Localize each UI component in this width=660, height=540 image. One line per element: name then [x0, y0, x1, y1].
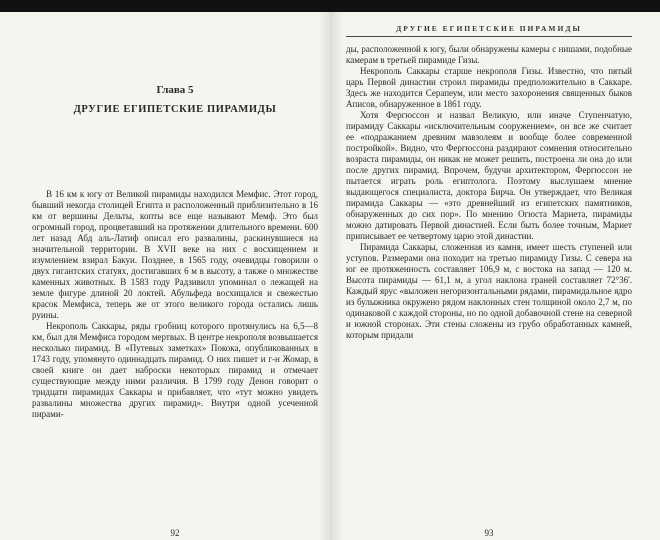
paragraph: Пирамида Саккары, сложенная из камня, имеет шесть ступеней или уступов. Размерами она походит на третью пирамиду Гизы. С севера на юг ее протяженность составляет 106,9 м, с востока на запад — 120 м. Высота пирамиды — 61,1 м, а угол наклона граней составляет 72°36'. Каждый ярус «выложен негоризонтальными рядами, пирамидальное ядро из булыжника окружено рядом наклонных стен толщиной около 2,7 м, по одинаковой с каждой стороны, но по одной добавочной стене на северной и южной сторонах. Эти стены сложены из грубо обработанных камней, которым придали [346, 242, 632, 340]
page-number-left: 92 [170, 528, 180, 538]
book-gutter-shadow [318, 12, 344, 540]
left-page-body [32, 189, 318, 420]
page-number-right: 93 [484, 528, 494, 538]
running-header: ДРУГИЕ ЕГИПЕТСКИЕ ПИРАМИДЫ [346, 24, 632, 37]
right-page [346, 12, 632, 540]
paragraph: В 16 км к югу от Великой пирамиды находился Мемфис. Этот город, бывший некогда столицей Египта и расположенный приблизительно в 16 км от вершины Дельты, копты все еще называют Мемф. Это был огромный город, процветавший на протяжении длительного времени. 600 лет назад Абд аль-Латиф описал его развалины, раскинувшиеся на значительной территории. В XVII веке на них с восхищением и изумлением взирал Бакуи. Позднее, в 1565 году, очевидцы говорили о двух гигантских статуях, достигавших 6 м в высоту, а также о множестве каменных животных. В 1583 году Радзивилл упоминал о лежащей на земле фигуре длиной 20 локтей. Абульфеда восхищался и свежестью красок Мемфиса, теперь же от этого великого города остались лишь руины. [32, 189, 318, 320]
chapter-label: Глава 5 [156, 84, 194, 96]
left-page [32, 12, 318, 540]
paragraph: ды, расположенной к югу, были обнаружены камеры с нишами, подобные камерам в третьей пирамиде Гизы. [346, 44, 632, 65]
paragraph: Некрополь Саккары старше некрополя Гизы. Известно, что пятый царь Первой династии строил пирамиды предположительно в Саккаре. Здесь же находится Серапеум, или место захоронения священных быков Аписов, обнаруженное в 1861 году. [346, 66, 632, 109]
paragraph: Некрополь Саккары, ряды гробниц которого протянулись на 6,5—8 км, был для Мемфиса городом мертвых. В центре некрополя возвышается несколько пирамид. В «Путевых заметках» Покока, опубликованных в 1743 году, упомянуто одиннадцать пирамид. О них пишет и г-н Жомар, в своей книге он дает наброски некоторых пирамид и отмечает существующие между ними различия. В 1799 году Денон говорит о тридцати пирамидах Саккары и прибавляет, что «тут можно увидеть развалины множества других пирамид». Внутри одной усеченной пирами- [32, 321, 318, 419]
right-page-body [346, 44, 632, 341]
paragraph: Хотя Фергюссон и назвал Великую, или иначе Ступенчатую, пирамиду Саккары «исключительным сооружением», он все же считает ее «подражанием древним мавзолеям и вообще более современной постройкой». Видно, что Фергюссона раздирают сомнения относительно возраста пирамиды, он никак не может решить, построена ли она до или после других пирамид. Впрочем, будучи архитектором, Фергюссон не пытается играть роль египтолога. Поэтому выслушаем мнение выдающегося специалиста, доктора Бирча. Он утверждает, что Великая пирамида Саккары — «это древнейший из египетских памятников, обнаруженных до сих пор». По мнению Огюста Мариета, пирамиды можно датировать Первой династией. Если быть более точным, Мариет приписывает ее четвертому царю этой династии. [346, 110, 632, 241]
scan-top-edge [0, 0, 660, 12]
chapter-heading-block [32, 84, 318, 115]
chapter-title: ДРУГИЕ ЕГИПЕТСКИЕ ПИРАМИДЫ [73, 104, 277, 115]
